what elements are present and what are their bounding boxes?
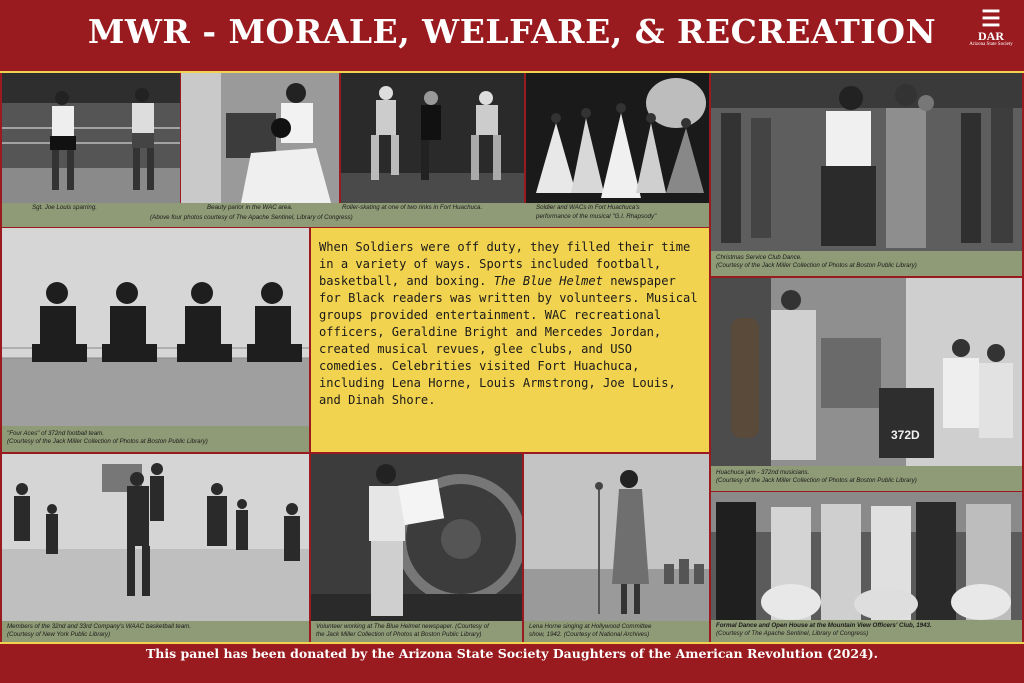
caption-top-credit: (Above four photos courtesy of The Apache Sentinel, Library of Congress): [150, 214, 353, 221]
photo-newspaper-volunteer: [311, 454, 522, 621]
caption-musical: Soldier and WACs in Fort Huachuca's: [536, 204, 640, 211]
logo-subtitle: Arizona State Society: [969, 42, 1013, 47]
logo-abbr: DAR: [978, 29, 1004, 43]
photo-roller-skating: [341, 73, 524, 203]
divider: [0, 642, 1024, 644]
description-newspaper-title: The Blue Helmet: [493, 274, 603, 288]
photo-formal-dance: [711, 492, 1022, 620]
photo-beauty-parlor: [181, 73, 339, 203]
caption-football: [2, 426, 309, 452]
panel-title: MWR - MORALE, WELFARE, & RECREATION: [87, 12, 937, 51]
caption-christmas-title: Christmas Service Club Dance.: [716, 254, 802, 261]
caption-jam-credit: (Courtesy of the Jack Miller Collection of Photos at Boston Public Library): [716, 477, 917, 484]
photo-huachuca-jam: [711, 278, 1022, 466]
caption-jam-title: Huachuca jam - 372nd musicians.: [716, 469, 810, 476]
caption-musical-2: performance of the musical "G.I. Rhapsody": [536, 213, 657, 220]
description-box: [311, 228, 709, 452]
photo-football-team: [2, 228, 309, 426]
caption-newspaper: [311, 621, 522, 642]
caption-newspaper-credit: the Jack Miller Collection of Photos at Boston Public Library): [316, 631, 482, 638]
caption-bar-top: [2, 203, 709, 227]
photo-basketball: [2, 454, 309, 621]
caption-basketball-credit: (Courtesy of New York Public Library): [7, 631, 111, 638]
photo-musical-performance: [526, 73, 709, 203]
caption-horne-credit: show, 1942. (Courtesy of National Archives): [529, 631, 650, 638]
photo-christmas-dance: [711, 73, 1022, 251]
donation-footer: This panel has been donated by the Arizona State Society Daughters of the American Revolution (2024).: [145, 646, 879, 661]
photo-boxing: [2, 73, 180, 203]
dar-emblem-icon: ☰: [981, 6, 1001, 31]
caption-basketball-title: Members of the 32nd and 33rd Company's WAAC basketball team.: [7, 623, 192, 630]
caption-lena-horne: [524, 621, 709, 642]
caption-formal: [711, 620, 1022, 642]
caption-horne-title: Lena Horne singing at Hollywood Committee: [529, 623, 652, 630]
caption-football-title: "Four Aces" of 372nd football team.: [7, 430, 105, 437]
description-part-2: newspaper for Black readers was written by volunteers. Musical groups provided entertainment. WAC recreational officers, Geraldine Bright and Mercedes Jordan, created musical revues, glee clubs, and USO comedies. Celebrities visited Fort Huachuca, including Lena Horne, Louis Armstrong, Joe Louis, and Dinah Shore.: [319, 274, 698, 407]
caption-football-credit: (Courtesy of the Jack Miller Collection of Photos at Boston Public Library): [7, 438, 208, 445]
description-text: [319, 239, 703, 409]
caption-newspaper-title: Volunteer working at The Blue Helmet newspaper. (Courtesy of: [316, 623, 489, 630]
photo-lena-horne: [524, 454, 709, 621]
dar-logo: [966, 8, 1016, 68]
caption-formal-title: Formal Dance and Open House at the Mountain View Officers' Club, 1943.: [716, 622, 932, 629]
caption-christmas: [711, 251, 1022, 276]
caption-christmas-credit: (Courtesy of the Jack Miller Collection of Photos at Boston Public Library): [716, 262, 917, 269]
caption-formal-credit: (Courtesy of The Apache Sentinel, Library of Congress): [716, 630, 869, 637]
caption-jam: [711, 466, 1022, 491]
caption-basketball: [2, 621, 309, 642]
drum-label: 372D: [891, 428, 920, 442]
caption-boxing: Sgt. Joe Louis sparring.: [32, 204, 98, 211]
caption-beauty: Beauty parlor in the WAC area.: [207, 204, 293, 211]
description-part-1: When Soldiers were off duty, they filled their time in a variety of ways. Sports included football, basketball, and boxing.: [319, 240, 691, 288]
caption-skating: Roller-skating at one of two rinks in Fort Huachuca.: [342, 204, 483, 211]
